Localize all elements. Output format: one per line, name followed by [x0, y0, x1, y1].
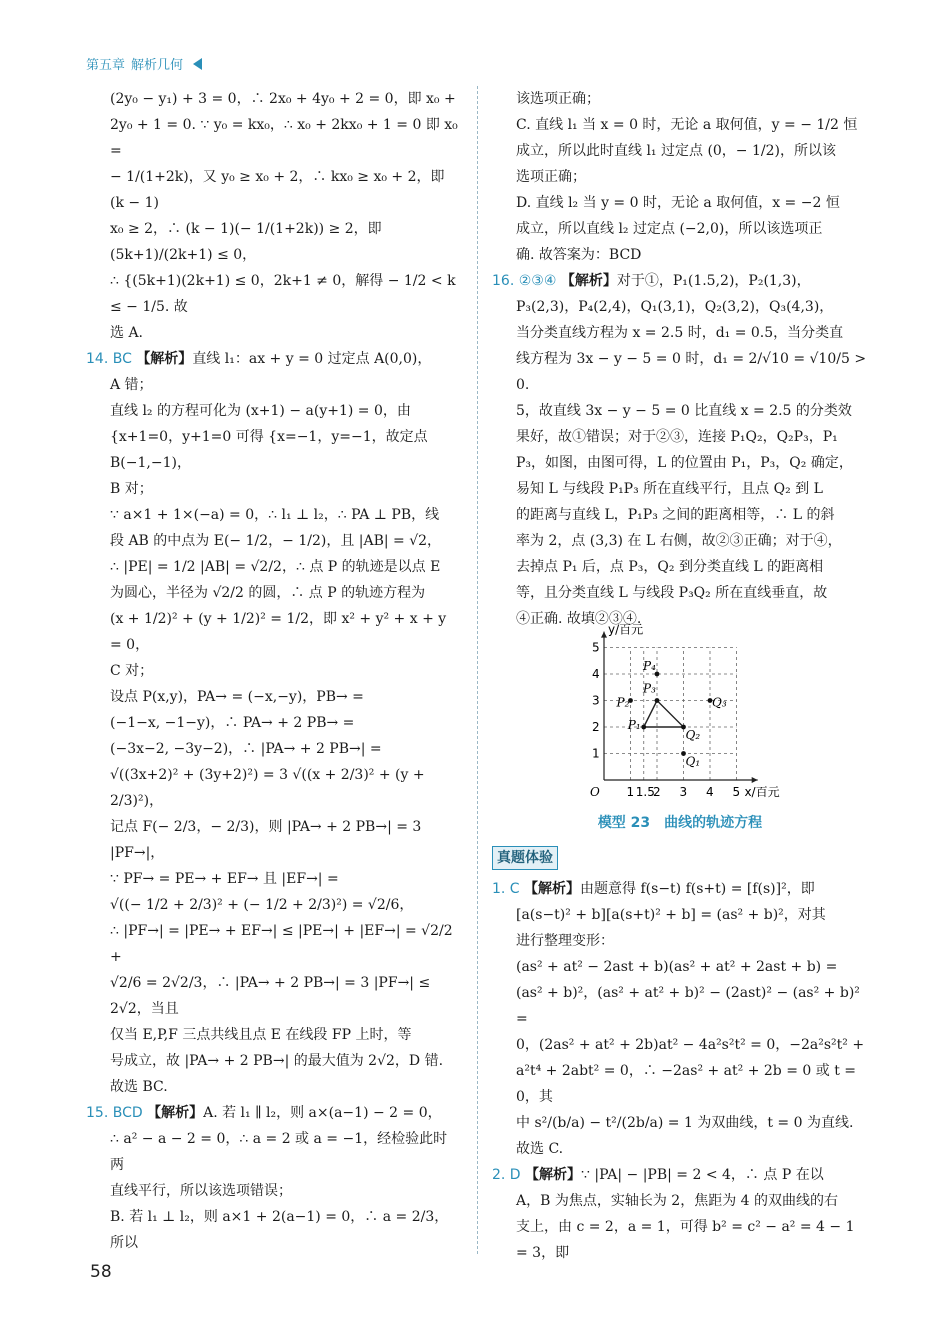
text-line: 选项正确；: [516, 169, 586, 185]
section-title: 真题体验: [492, 846, 558, 870]
text-line: 直线 l₂ 的方程可化为 (x+1) − a(y+1) = 0，由: [110, 403, 411, 419]
point-label: Q₁: [685, 754, 701, 769]
right-column: [492, 86, 868, 1266]
text-line: ∵ |PA| − |PB| = 2 < 4，∴ 点 P 在以: [581, 1167, 824, 1183]
column-divider: [477, 86, 479, 1254]
text-line: 0，(2as² + at² + 2b)at² − 4a²s²t² = 0，−2a²s²t² +: [516, 1037, 865, 1053]
point-label: P₂: [616, 695, 630, 710]
text-line: 支上，由 c = 2，a = 1，可得 b² = c² − a² = 4 − 1 = 3，即: [516, 1219, 855, 1261]
text-line: (2y₀ − y₁) + 3 = 0，∴ 2x₀ + 4y₀ + 2 = 0，即 x₀ +: [110, 91, 456, 107]
text-line: B. 若 l₁ ⊥ l₂，则 a×1 + 2(a−1) = 0，∴ a = 2/3，所以: [110, 1209, 449, 1251]
text-line: 选 A.: [110, 325, 144, 341]
text-line: ∴ |PF→| = |PE→ + EF→| ≤ |PE→| + |EF→| = √2/2 +: [110, 923, 453, 965]
origin-label: O: [590, 785, 600, 799]
y-tick-label: 5: [592, 640, 600, 655]
analysis-tag: 【解析】: [147, 1105, 204, 1121]
analysis-tag: 【解析】: [560, 273, 617, 289]
analysis-tag: 【解析】: [524, 881, 581, 897]
text-line: 由题意得 f(s−t) f(s+t) = [f(s)]²，即: [580, 881, 815, 897]
text-line: 对于①，P₁(1.5,2)，P₂(1,3)，: [616, 273, 811, 289]
q13-continuation: [86, 86, 460, 346]
text-line: x₀ ≥ 2，∴ (k − 1)(− 1/(1+2k)) ≥ 2，即 (5k+1)/(2k+1) ≤ 0，: [110, 221, 382, 263]
point-label: Q₂: [685, 728, 701, 742]
y-tick-label: 3: [592, 693, 600, 708]
text-line: 确. 故答案为：BCD: [516, 247, 642, 263]
text-line: 果好，故①错误；对于②③，连接 P₁Q₂，Q₂P₃，P₁: [516, 429, 838, 445]
x-tick-label: 1: [626, 785, 635, 799]
left-column: [86, 86, 460, 1256]
text-line: √2/6 = 2√2/3，∴ |PA→ + 2 PB→| = 3 |PF→| ≤ 2√2，当且: [110, 975, 431, 1017]
text-line: a²t⁴ + 2abt² = 0，∴ −2as² + at² + 2b = 0 或 t = 0，其: [516, 1063, 857, 1105]
chapter-title: 解析几何: [131, 58, 184, 73]
question-number: 15. BCD: [86, 1105, 143, 1121]
triangle-p1-p3-q2: [644, 701, 684, 728]
question-number: 16. ②③④: [492, 273, 557, 289]
exam-question-2: [492, 1162, 868, 1266]
text-line: 段 AB 的中点为 E(− 1/2，− 1/2)，且 |AB| = √2，: [110, 533, 442, 549]
question-number: 1. C: [492, 881, 520, 897]
y-axis-label: y/百元: [608, 622, 644, 637]
x-tick-label: 4: [706, 785, 714, 799]
text-line: ∵ PF→ = PE→ + EF→ 且 |EF→| =: [110, 871, 339, 887]
text-line: A. 若 l₁ ∥ l₂，则 a×(a−1) − 2 = 0，: [203, 1105, 442, 1121]
text-line: 为圆心，半径为 √2/2 的圆，∴ 点 P 的轨迹方程为: [110, 585, 426, 601]
page-header: [86, 54, 202, 73]
x-axis-label: x/百元: [744, 785, 780, 799]
analysis-tag: 【解析】: [136, 351, 193, 367]
text-line: 设点 P(x,y)，PA→ = (−x,−y)，PB→ =: [110, 689, 364, 705]
question-number: 14. BC: [86, 351, 132, 367]
text-line: √((− 1/2 + 2/3)² + (− 1/2 + 2/3)²) = √2/6，: [110, 897, 414, 913]
text-line: 直线 l₁：ax + y = 0 过定点 A(0,0)，: [192, 351, 432, 367]
text-line: 2y₀ + 1 = 0. ∵ y₀ = kx₀，∴ x₀ + 2kx₀ + 1 = 0 即 x₀ =: [110, 117, 458, 159]
text-line: (−1−x, −1−y)，∴ PA→ + 2 PB→ =: [110, 715, 355, 731]
x-tick-label: 3: [679, 785, 688, 799]
text-line: 5，故直线 3x − y − 5 = 0 比直线 x = 2.5 的分类效: [516, 403, 852, 419]
coordinate-figure: [492, 622, 868, 808]
text-line: − 1/(1+2k)，又 y₀ ≥ x₀ + 2，∴ kx₀ ≥ x₀ + 2，即 (k − 1): [110, 169, 445, 211]
question-14: [86, 346, 460, 1100]
text-line: 易知 L 与线段 P₁P₃ 所在直线平行，且点 Q₂ 到 L: [516, 481, 823, 497]
text-line: 直线平行，所以该选项错误；: [110, 1183, 292, 1199]
y-tick-label: 4: [592, 667, 600, 681]
text-line: (as² + b)²，(as² + at² + b)² − (2ast)² − (as² + b)² =: [516, 985, 860, 1027]
text-line: (x + 1/2)² + (y + 1/2)² = 1/2，即 x² + y² + x + y = 0，: [110, 611, 447, 653]
text-line: 成立，所以直线 l₂ 过定点 (−2,0)，所以该选项正: [516, 221, 823, 237]
x-axis-arrow-icon: [752, 777, 758, 783]
page-number: 58: [90, 1262, 112, 1282]
text-line: C 对；: [110, 663, 154, 679]
text-line: 的距离与直线 L，P₁P₃ 之间的距离相等，∴ L 的斜: [516, 507, 835, 523]
text-line: ∴ a² − a − 2 = 0，∴ a = 2 或 a = −1，经检验此时两: [110, 1131, 448, 1173]
text-line: 率为 2，点 (3,3) 在 L 右侧，故②③正确；对于④，: [516, 533, 842, 549]
question-16: [492, 268, 868, 632]
text-line: 记点 F(− 2/3，− 2/3)，则 |PA→ + 2 PB→| = 3 |PF→|，: [110, 819, 422, 861]
point-label: Q₃: [712, 695, 727, 710]
text-line: (as² + at² − 2ast + b)(as² + at² + 2ast + b) =: [516, 959, 838, 975]
point-label: P₁: [627, 718, 641, 732]
question-number: 2. D: [492, 1167, 521, 1183]
text-line: A，B 为焦点，实轴长为 2，焦距为 4 的双曲线的右: [516, 1193, 839, 1209]
data-point: [655, 698, 660, 703]
text-line: B 对；: [110, 481, 153, 497]
data-point: [641, 725, 646, 730]
exam-question-1: [492, 876, 868, 1162]
y-axis-arrow-icon: [601, 632, 607, 638]
point-label: P₃: [643, 681, 656, 696]
text-line: (−3x−2, −3y−2)，∴ |PA→ + 2 PB→| =: [110, 741, 382, 757]
text-line: A 错；: [110, 377, 153, 393]
x-tick-label: 1.5: [635, 785, 655, 799]
text-line: 去掉点 P₁ 后，点 P₃，Q₂ 到分类直线 L 的距离相: [516, 559, 824, 575]
text-line: 仅当 E,P,F 三点共线且点 E 在线段 FP 上时，等: [110, 1027, 412, 1043]
text-line: 故选 BC.: [110, 1079, 168, 1095]
triangle-marker-icon: [193, 58, 202, 70]
x-tick-label: 5: [732, 785, 741, 799]
text-line: {x+1=0，y+1=0 可得 {x=−1，y=−1，故定点 B(−1,−1)，: [110, 429, 428, 471]
q15-continuation: [492, 86, 868, 268]
text-line: 中 s²/(b/a) − t²/(2b/a) = 1 为双曲线，t = 0 为直线. 故选 C.: [516, 1115, 854, 1157]
text-line: D. 直线 l₂ 当 y = 0 时，无论 a 取何值，x = −2 恒: [516, 195, 840, 211]
text-line: P₃，如图，由图可得，L 的位置由 P₁，P₃，Q₂ 确定，: [516, 455, 853, 471]
y-tick-label: 2: [592, 720, 600, 734]
coordinate-plot: [492, 622, 868, 808]
text-line: ∴ {(5k+1)(2k+1) ≤ 0，2k+1 ≠ 0，解得 − 1/2 < k ≤ − 1/5. 故: [110, 273, 456, 315]
text-line: 等，且分类直线 L 与线段 P₃Q₂ 所在直线垂直，故: [516, 585, 828, 601]
x-tick-label: 2: [653, 785, 661, 799]
text-line: 进行整理变形：: [516, 933, 614, 949]
point-label: P₄: [643, 659, 656, 673]
text-line: 号成立，故 |PA→ + 2 PB→| 的最大值为 2√2，D 错.: [110, 1053, 444, 1069]
text-line: 当分类直线方程为 x = 2.5 时，d₁ = 0.5，当分类直: [516, 325, 844, 341]
chapter-label: 第五章: [86, 58, 126, 73]
y-tick-label: 1: [592, 746, 600, 761]
text-line: P₃(2,3)，P₄(2,4)，Q₁(3,1)，Q₂(3,2)，Q₃(4,3)，: [516, 299, 834, 315]
figure-caption: 模型 23 曲线的轨迹方程: [597, 815, 763, 831]
text-line: 成立，所以此时直线 l₁ 过定点 (0，− 1/2)，所以该: [516, 143, 836, 159]
text-line: [a(s−t)² + b][a(s+t)² + b] = (as² + b)²，对其: [516, 907, 826, 923]
text-line: ∴ |PE| = 1/2 |AB| = √2/2，∴ 点 P 的轨迹是以点 E: [110, 559, 441, 575]
text-line: ∵ a×1 + 1×(−a) = 0，∴ l₁ ⊥ l₂，∴ PA ⊥ PB，线: [110, 507, 440, 523]
question-15: [86, 1100, 460, 1256]
text-line: √((3x+2)² + (3y+2)²) = 3 √((x + 2/3)² + (y + 2/3)²)，: [110, 767, 425, 809]
text-line: 线方程为 3x − y − 5 = 0 时，d₁ = 2/√10 = √10/5 > 0.: [516, 351, 867, 393]
text-line: 该选项正确；: [516, 91, 600, 107]
text-line: C. 直线 l₁ 当 x = 0 时，无论 a 取何值，y = − 1/2 恒: [516, 117, 858, 133]
text-line: ④正确. 故填②③④.: [516, 611, 642, 627]
analysis-tag: 【解析】: [525, 1167, 582, 1183]
